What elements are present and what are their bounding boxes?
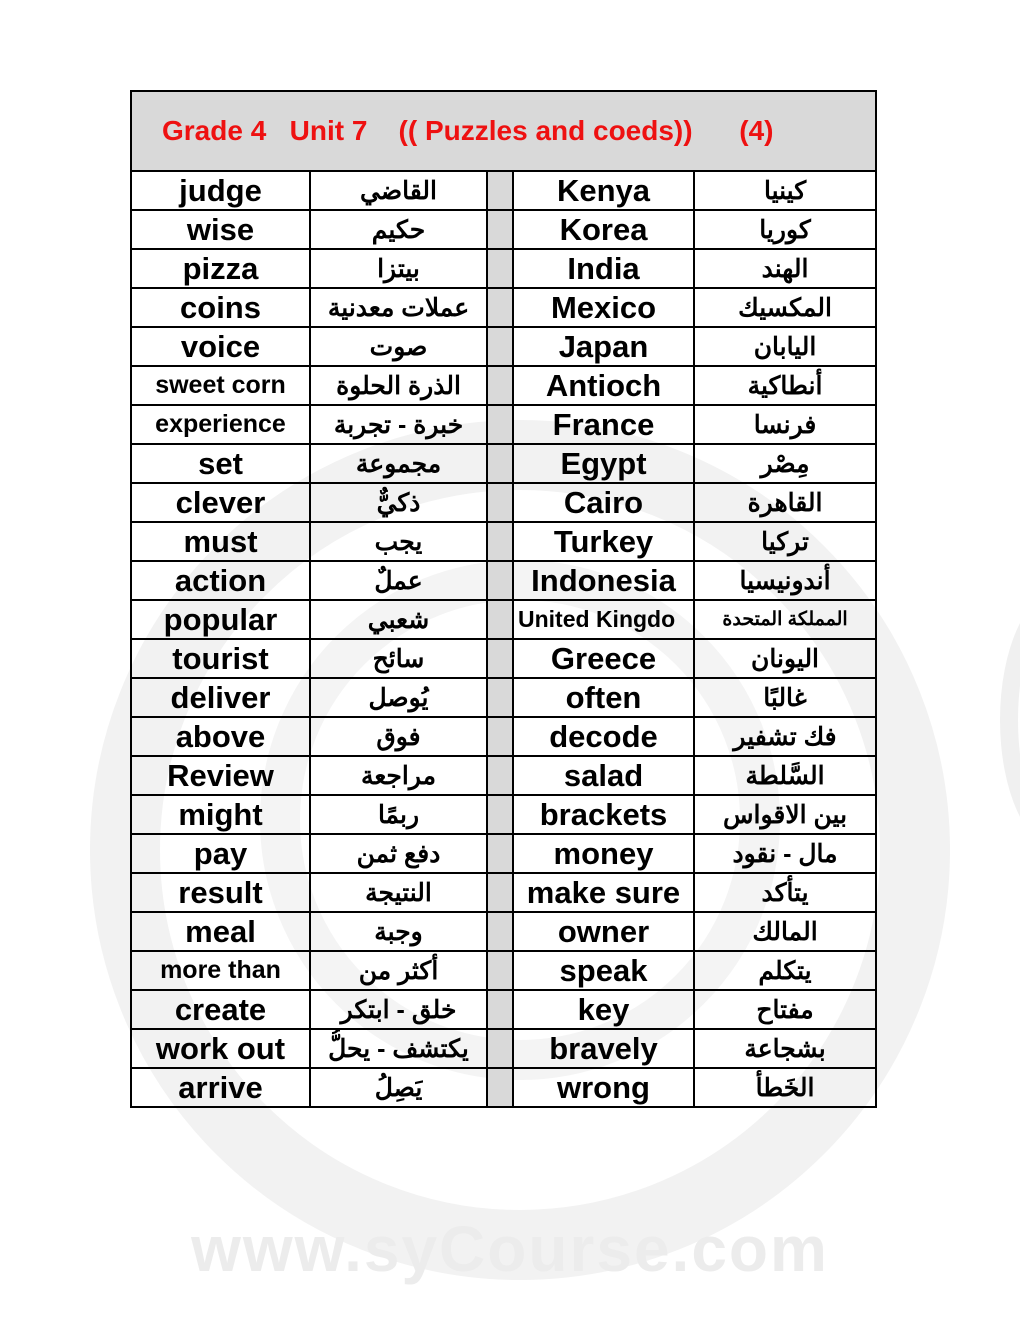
watermark-edge-ring (1000, 590, 1020, 850)
column-divider (487, 834, 513, 873)
column-divider (487, 366, 513, 405)
arabic-meaning-left: ذكيٌّ (310, 483, 487, 522)
english-word-right: Cairo (513, 483, 694, 522)
arabic-meaning-right: فرنسا (694, 405, 876, 444)
column-divider (487, 1029, 513, 1068)
table-row (131, 873, 876, 912)
table-row (131, 405, 876, 444)
english-word-left: coins (131, 288, 310, 327)
english-word-left: pay (131, 834, 310, 873)
english-word-right: salad (513, 756, 694, 795)
table-title (131, 91, 876, 171)
table-row (131, 834, 876, 873)
table-row (131, 600, 876, 639)
arabic-meaning-right: بين الاقواس (694, 795, 876, 834)
english-word-right: Indonesia (513, 561, 694, 600)
english-word-left: popular (131, 600, 310, 639)
arabic-meaning-right: تركيا (694, 522, 876, 561)
table-header-row (131, 91, 876, 171)
arabic-meaning-left: يجب (310, 522, 487, 561)
arabic-meaning-right: كوريا (694, 210, 876, 249)
table-row (131, 756, 876, 795)
column-divider (487, 171, 513, 210)
arabic-meaning-left: يكتشف - يحلُّ (310, 1029, 487, 1068)
arabic-meaning-left: مراجعة (310, 756, 487, 795)
arabic-meaning-left: النتيجة (310, 873, 487, 912)
english-word-right: United Kingdo (513, 600, 694, 639)
arabic-meaning-left: حكيم (310, 210, 487, 249)
table-row (131, 678, 876, 717)
column-divider (487, 1068, 513, 1107)
column-divider (487, 483, 513, 522)
arabic-meaning-right: كينيا (694, 171, 876, 210)
column-divider (487, 717, 513, 756)
column-divider (487, 873, 513, 912)
arabic-meaning-left: وجبة (310, 912, 487, 951)
english-word-left: experience (131, 405, 310, 444)
column-divider (487, 288, 513, 327)
table-row (131, 327, 876, 366)
english-word-right: France (513, 405, 694, 444)
table-row (131, 1029, 876, 1068)
english-word-left: create (131, 990, 310, 1029)
english-word-left: might (131, 795, 310, 834)
english-word-left: tourist (131, 639, 310, 678)
topic-label: (( Puzzles and coeds)) (398, 115, 693, 146)
table-row (131, 561, 876, 600)
arabic-meaning-right: السَّلطة (694, 756, 876, 795)
arabic-meaning-left: عملٌ (310, 561, 487, 600)
unit-label: Unit 7 (289, 115, 368, 146)
arabic-meaning-right: القاهرة (694, 483, 876, 522)
column-divider (487, 210, 513, 249)
arabic-meaning-left: يُوصل (310, 678, 487, 717)
arabic-meaning-left: سائح (310, 639, 487, 678)
arabic-meaning-right: أنطاكية (694, 366, 876, 405)
arabic-meaning-right: يتأكد (694, 873, 876, 912)
column-divider (487, 912, 513, 951)
arabic-meaning-left: فوق (310, 717, 487, 756)
column-divider (487, 639, 513, 678)
table-row (131, 717, 876, 756)
english-word-right: owner (513, 912, 694, 951)
table-row (131, 249, 876, 288)
english-word-right: Kenya (513, 171, 694, 210)
arabic-meaning-right: يتكلم (694, 951, 876, 990)
arabic-meaning-right: الخَطأ (694, 1068, 876, 1107)
english-word-left: meal (131, 912, 310, 951)
english-word-right: decode (513, 717, 694, 756)
english-word-left: arrive (131, 1068, 310, 1107)
column-divider (487, 678, 513, 717)
table-row (131, 483, 876, 522)
vocabulary-table (130, 90, 877, 1108)
arabic-meaning-left: مجموعة (310, 444, 487, 483)
arabic-meaning-right: بشجاعة (694, 1029, 876, 1068)
arabic-meaning-right: اليابان (694, 327, 876, 366)
column-divider (487, 795, 513, 834)
arabic-meaning-right: فك تشفير (694, 717, 876, 756)
arabic-meaning-right: مال - نقود (694, 834, 876, 873)
english-word-left: work out (131, 1029, 310, 1068)
arabic-meaning-left: خبرة - تجربة (310, 405, 487, 444)
english-word-right: India (513, 249, 694, 288)
arabic-meaning-left: القاضي (310, 171, 487, 210)
arabic-meaning-left: أكثر من (310, 951, 487, 990)
arabic-meaning-right: مفتاح (694, 990, 876, 1029)
table-row (131, 522, 876, 561)
table-row (131, 1068, 876, 1107)
arabic-meaning-left: دفع ثمن (310, 834, 487, 873)
arabic-meaning-left: الذرة الحلوة (310, 366, 487, 405)
column-divider (487, 990, 513, 1029)
arabic-meaning-right: غالبًا (694, 678, 876, 717)
english-word-right: brackets (513, 795, 694, 834)
table-row (131, 171, 876, 210)
column-divider (487, 249, 513, 288)
arabic-meaning-left: صوت (310, 327, 487, 366)
column-divider (487, 327, 513, 366)
english-word-left: more than (131, 951, 310, 990)
page-number: (4) (739, 115, 774, 146)
column-divider (487, 756, 513, 795)
table-row (131, 990, 876, 1029)
english-word-right: Mexico (513, 288, 694, 327)
english-word-left: wise (131, 210, 310, 249)
english-word-right: speak (513, 951, 694, 990)
english-word-right: Japan (513, 327, 694, 366)
english-word-right: bravely (513, 1029, 694, 1068)
watermark-url: www.syCourse.com (191, 1213, 829, 1285)
english-word-left: pizza (131, 249, 310, 288)
english-word-right: often (513, 678, 694, 717)
english-word-left: clever (131, 483, 310, 522)
arabic-meaning-right: الهند (694, 249, 876, 288)
column-divider (487, 600, 513, 639)
english-word-right: Antioch (513, 366, 694, 405)
english-word-right: Korea (513, 210, 694, 249)
english-word-right: key (513, 990, 694, 1029)
arabic-meaning-left: يَصِلُ (310, 1068, 487, 1107)
column-divider (487, 405, 513, 444)
english-word-left: must (131, 522, 310, 561)
english-word-left: judge (131, 171, 310, 210)
table-row (131, 444, 876, 483)
english-word-left: set (131, 444, 310, 483)
arabic-meaning-right: أندونيسيا (694, 561, 876, 600)
english-word-right: make sure (513, 873, 694, 912)
table-row (131, 288, 876, 327)
arabic-meaning-left: عملات معدنية (310, 288, 487, 327)
grade-label: Grade 4 (162, 115, 267, 146)
english-word-left: above (131, 717, 310, 756)
english-word-left: voice (131, 327, 310, 366)
english-word-right: Egypt (513, 444, 694, 483)
table-row (131, 795, 876, 834)
table-row (131, 210, 876, 249)
arabic-meaning-right: المالك (694, 912, 876, 951)
arabic-meaning-right: اليونان (694, 639, 876, 678)
arabic-meaning-left: ربمًا (310, 795, 487, 834)
column-divider (487, 561, 513, 600)
english-word-left: result (131, 873, 310, 912)
english-word-right: Greece (513, 639, 694, 678)
table-row (131, 639, 876, 678)
english-word-left: Review (131, 756, 310, 795)
arabic-meaning-right: المكسيك (694, 288, 876, 327)
english-word-left: deliver (131, 678, 310, 717)
column-divider (487, 951, 513, 990)
english-word-left: action (131, 561, 310, 600)
arabic-meaning-left: خلق - ابتكر (310, 990, 487, 1029)
english-word-right: wrong (513, 1068, 694, 1107)
english-word-right: money (513, 834, 694, 873)
arabic-meaning-left: شعبي (310, 600, 487, 639)
english-word-right: Turkey (513, 522, 694, 561)
english-word-left: sweet corn (131, 366, 310, 405)
arabic-meaning-left: بيتزا (310, 249, 487, 288)
table-row (131, 366, 876, 405)
table-row (131, 951, 876, 990)
arabic-meaning-right: مِصْر (694, 444, 876, 483)
column-divider (487, 444, 513, 483)
table-row (131, 912, 876, 951)
column-divider (487, 522, 513, 561)
arabic-meaning-right: المملكة المتحدة (694, 600, 876, 639)
